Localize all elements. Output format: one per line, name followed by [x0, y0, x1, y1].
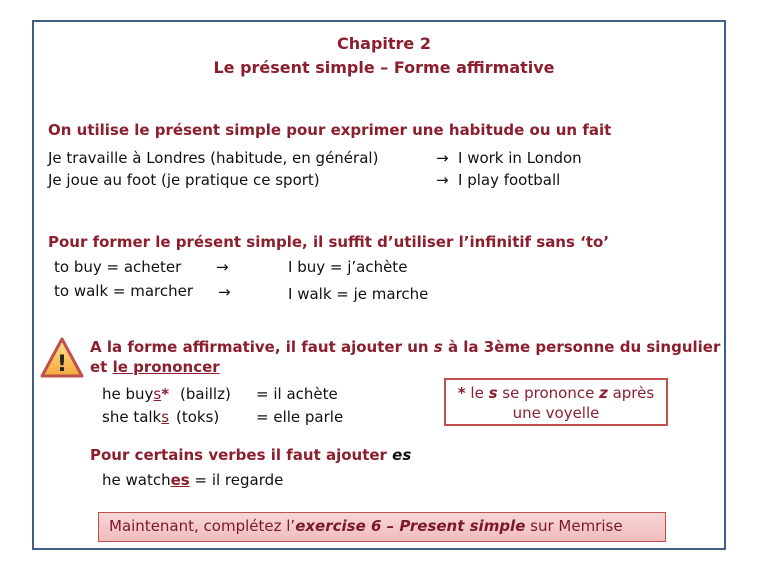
arrow-right-icon: →: [218, 283, 231, 301]
result-2: I walk = je marche: [288, 285, 429, 303]
example-en-2: I play football: [458, 171, 561, 189]
example-fr-2: Je joue au foot (je pratique ce sport): [48, 171, 320, 189]
translation-talks: = elle parle: [256, 408, 344, 426]
example-en-1: I work in London: [458, 149, 582, 167]
letter-s: s: [433, 338, 443, 356]
pronounce-underlined: le prononcer: [112, 358, 220, 376]
result-1: I buy = j’achète: [288, 258, 408, 276]
example-talks: she talks: [102, 408, 170, 426]
infinitive-1: to buy = acheter: [54, 258, 182, 276]
pronunciation-talks: (toks): [176, 408, 220, 426]
pronunciation-note: * le s se prononce z après une voyelle: [444, 378, 668, 426]
section3-heading: A la forme affirmative, il faut ajouter un s à la 3ème personne du singulier: [90, 338, 721, 356]
arrow-right-icon: →: [436, 171, 449, 189]
arrow-right-icon: →: [216, 258, 229, 276]
lesson-title: Le présent simple – Forme affirmative: [213, 58, 555, 77]
warning-triangle-icon: [40, 336, 84, 380]
exercise-banner: Maintenant, complétez l’exercise 6 – Present simple sur Memrise: [98, 512, 666, 542]
example-watches: he watches = il regarde: [102, 471, 284, 489]
section2-heading: Pour former le présent simple, il suffit d’utiliser l’infinitif sans ‘to’: [48, 233, 610, 251]
section4-heading: Pour certains verbes il faut ajouter es: [90, 446, 412, 464]
example-fr-1: Je travaille à Londres (habitude, en général): [48, 149, 379, 167]
infinitive-2: to walk = marcher: [54, 282, 194, 300]
arrow-right-icon: →: [436, 149, 449, 167]
section3-heading-line2: et le prononcer: [90, 358, 220, 376]
warning-mark: !: [56, 352, 68, 377]
example-buys: he buys*: [102, 385, 170, 403]
section1-heading: On utilise le présent simple pour exprimer une habitude ou un fait: [48, 121, 612, 139]
translation-buys: = il achète: [256, 385, 338, 403]
pronunciation-buys: (baillz): [180, 385, 231, 403]
chapter-title: Chapitre 2: [337, 34, 431, 53]
